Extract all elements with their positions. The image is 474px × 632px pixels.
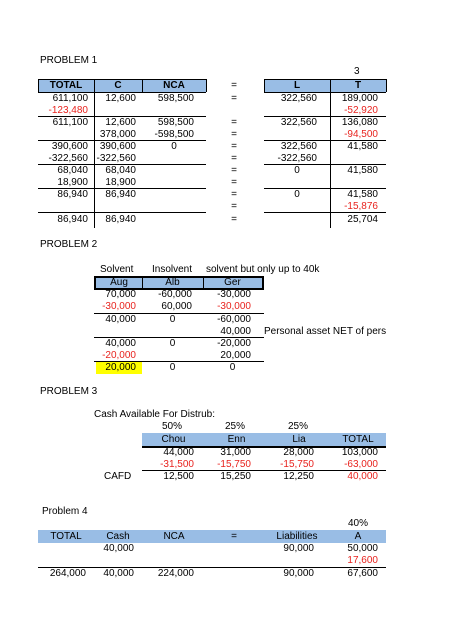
p1-eq: =	[231, 189, 237, 200]
p1-total: 86,940	[57, 214, 88, 225]
p1-eq: =	[231, 201, 237, 212]
p1-c: 390,600	[99, 141, 136, 152]
p1-rule	[38, 212, 206, 213]
p3-enn: 15,250	[220, 471, 251, 482]
p1-t: 136,080	[341, 117, 378, 128]
problem4-title: Problem 4	[42, 506, 88, 517]
p1-l: 322,560	[280, 117, 317, 128]
p1-t: -94,500	[344, 129, 378, 140]
p4-cash: 40,000	[103, 568, 134, 579]
p2-alb: 60,000	[161, 301, 192, 312]
p3-header-lia: Lia	[292, 434, 306, 445]
p1-l: 0	[294, 189, 300, 200]
problem3-title: PROBLEM 3	[40, 386, 98, 397]
p4-header-cash: Cash	[106, 531, 130, 542]
p1-l: -322,560	[277, 153, 317, 164]
p3-lia: 12,250	[283, 471, 314, 482]
p1-t: 41,580	[347, 141, 378, 152]
p2-hdr-vl	[262, 276, 264, 290]
problem2-title: PROBLEM 2	[40, 239, 98, 250]
p2-aug: 20,000	[105, 362, 136, 373]
p3-total: -63,000	[344, 459, 378, 470]
p1-c: 86,940	[105, 189, 136, 200]
p1-total: 611,100	[52, 93, 88, 104]
p1-total: 611,100	[52, 117, 88, 128]
p1-l: 322,560	[280, 93, 317, 104]
p2-label-insolvent: Insolvent	[152, 264, 193, 275]
p4-liab: 90,000	[283, 568, 314, 579]
p1-percent: 3	[354, 66, 360, 77]
p3-pct-lia: 25%	[287, 421, 308, 432]
p3-header-enn: Enn	[227, 434, 246, 445]
p1-l: 0	[294, 165, 300, 176]
p4-a: 17,600	[347, 555, 378, 566]
p1-header-l: L	[293, 80, 301, 91]
p2-aug: 40,000	[105, 314, 136, 325]
p1-header-total: TOTAL	[49, 80, 83, 91]
p3-total: 103,000	[341, 447, 378, 458]
p2-ger: 0	[229, 362, 236, 373]
p2-alb: 0	[169, 362, 176, 373]
p1-t: -15,876	[344, 201, 378, 212]
p3-chou: 12,500	[163, 471, 194, 482]
p1-nca: 598,500	[157, 117, 194, 128]
p1-eq: =	[231, 165, 237, 176]
p2-ger: -20,000	[217, 338, 251, 349]
p4-header-nca: NCA	[163, 531, 185, 542]
p1-nca: -598,500	[154, 129, 194, 140]
p2-label-solvent: Solvent	[100, 264, 134, 275]
p2-alb: -60,000	[158, 289, 192, 300]
p3-lia: -15,750	[280, 459, 314, 470]
p3-row-label: CAFD	[104, 471, 132, 482]
p1-eq: =	[231, 117, 237, 128]
p1-total: -123,480	[48, 105, 88, 116]
p2-label-partial: solvent but only up to 40k	[206, 264, 320, 275]
p1-c: 68,040	[105, 165, 136, 176]
p2-aug: 40,000	[105, 338, 136, 349]
p3-chou: 44,000	[163, 447, 194, 458]
p1-hdr-vl	[206, 79, 207, 92]
p3-enn: 31,000	[220, 447, 251, 458]
p3-total: 40,000	[347, 471, 378, 482]
p4-a: 67,600	[347, 568, 378, 579]
p2-header-aug: Aug	[110, 277, 128, 288]
p2-alb: 0	[169, 338, 176, 349]
p2-header-alb: Alb	[165, 277, 180, 288]
p1-nca: 598,500	[157, 93, 194, 104]
p1-eq: =	[231, 153, 237, 164]
p1-c: 12,600	[105, 117, 136, 128]
p4-liab: 90,000	[283, 543, 314, 554]
p1-t: 41,580	[347, 165, 378, 176]
p1-l: 322,560	[280, 141, 317, 152]
p3-pct-enn: 25%	[224, 421, 245, 432]
p2-aug: -20,000	[102, 350, 136, 361]
p3-lia: 28,000	[283, 447, 314, 458]
p3-chou: -31,500	[160, 459, 194, 470]
p3-enn: -15,750	[217, 459, 251, 470]
p2-aug: 70,000	[105, 289, 136, 300]
p1-t: 41,580	[347, 189, 378, 200]
p1-total: 390,600	[51, 141, 88, 152]
p4-percent: 40%	[347, 518, 368, 529]
p1-eq: =	[231, 129, 237, 140]
p2-alb: 0	[169, 314, 176, 325]
p2-aug: -30,000	[102, 301, 136, 312]
p1-t: 189,000	[341, 93, 378, 104]
p2-ger: -30,000	[217, 301, 251, 312]
p1-eq: =	[231, 93, 237, 104]
p3-pct-chou: 50%	[161, 421, 182, 432]
p1-header-eq: =	[231, 80, 237, 91]
p2-ger: 20,000	[220, 350, 251, 361]
p1-c: -322,560	[96, 153, 136, 164]
p1-header-c: C	[114, 80, 122, 91]
p2-header-ger: Ger	[224, 277, 241, 288]
p3-header-total: TOTAL	[342, 434, 374, 445]
p4-total: 264,000	[49, 568, 86, 579]
p1-eq: =	[231, 214, 237, 225]
problem1-title: PROBLEM 1	[40, 55, 98, 66]
p1-eq: =	[231, 141, 237, 152]
p3-caption: Cash Available For Distrub:	[94, 409, 215, 420]
p4-header-a: A	[354, 531, 362, 542]
p1-total: 86,940	[57, 189, 88, 200]
p1-total: 18,900	[57, 177, 88, 188]
p4-a: 50,000	[347, 543, 378, 554]
p4-header-total: TOTAL	[50, 531, 82, 542]
p4-nca: 224,000	[157, 568, 194, 579]
p4-header-liabilities: Liabilities	[276, 531, 318, 542]
p1-eq: =	[231, 177, 237, 188]
p2-ger: -60,000	[217, 314, 251, 325]
p1-t: -52,920	[344, 105, 378, 116]
p1-header-t: T	[354, 80, 362, 91]
p1-c: 18,900	[105, 177, 136, 188]
p2-ger: -30,000	[217, 289, 251, 300]
p1-c: 12,600	[105, 93, 136, 104]
p4-cash: 40,000	[103, 543, 134, 554]
p1-total: 68,040	[57, 165, 88, 176]
p1-nca: 0	[171, 141, 177, 152]
p1-c: 86,940	[105, 214, 136, 225]
p1-header-nca: NCA	[163, 80, 185, 91]
p4-header-eq: =	[231, 531, 237, 542]
p1-t: 25,704	[347, 214, 378, 225]
p2-ger: 40,000	[220, 326, 251, 337]
p2-note: Personal asset NET of pers	[264, 326, 387, 337]
p3-header-chou: Chou	[161, 434, 186, 445]
p1-c: 378,000	[99, 129, 136, 140]
p1-hdr-vl	[386, 79, 387, 92]
p1-total: -322,560	[48, 153, 88, 164]
